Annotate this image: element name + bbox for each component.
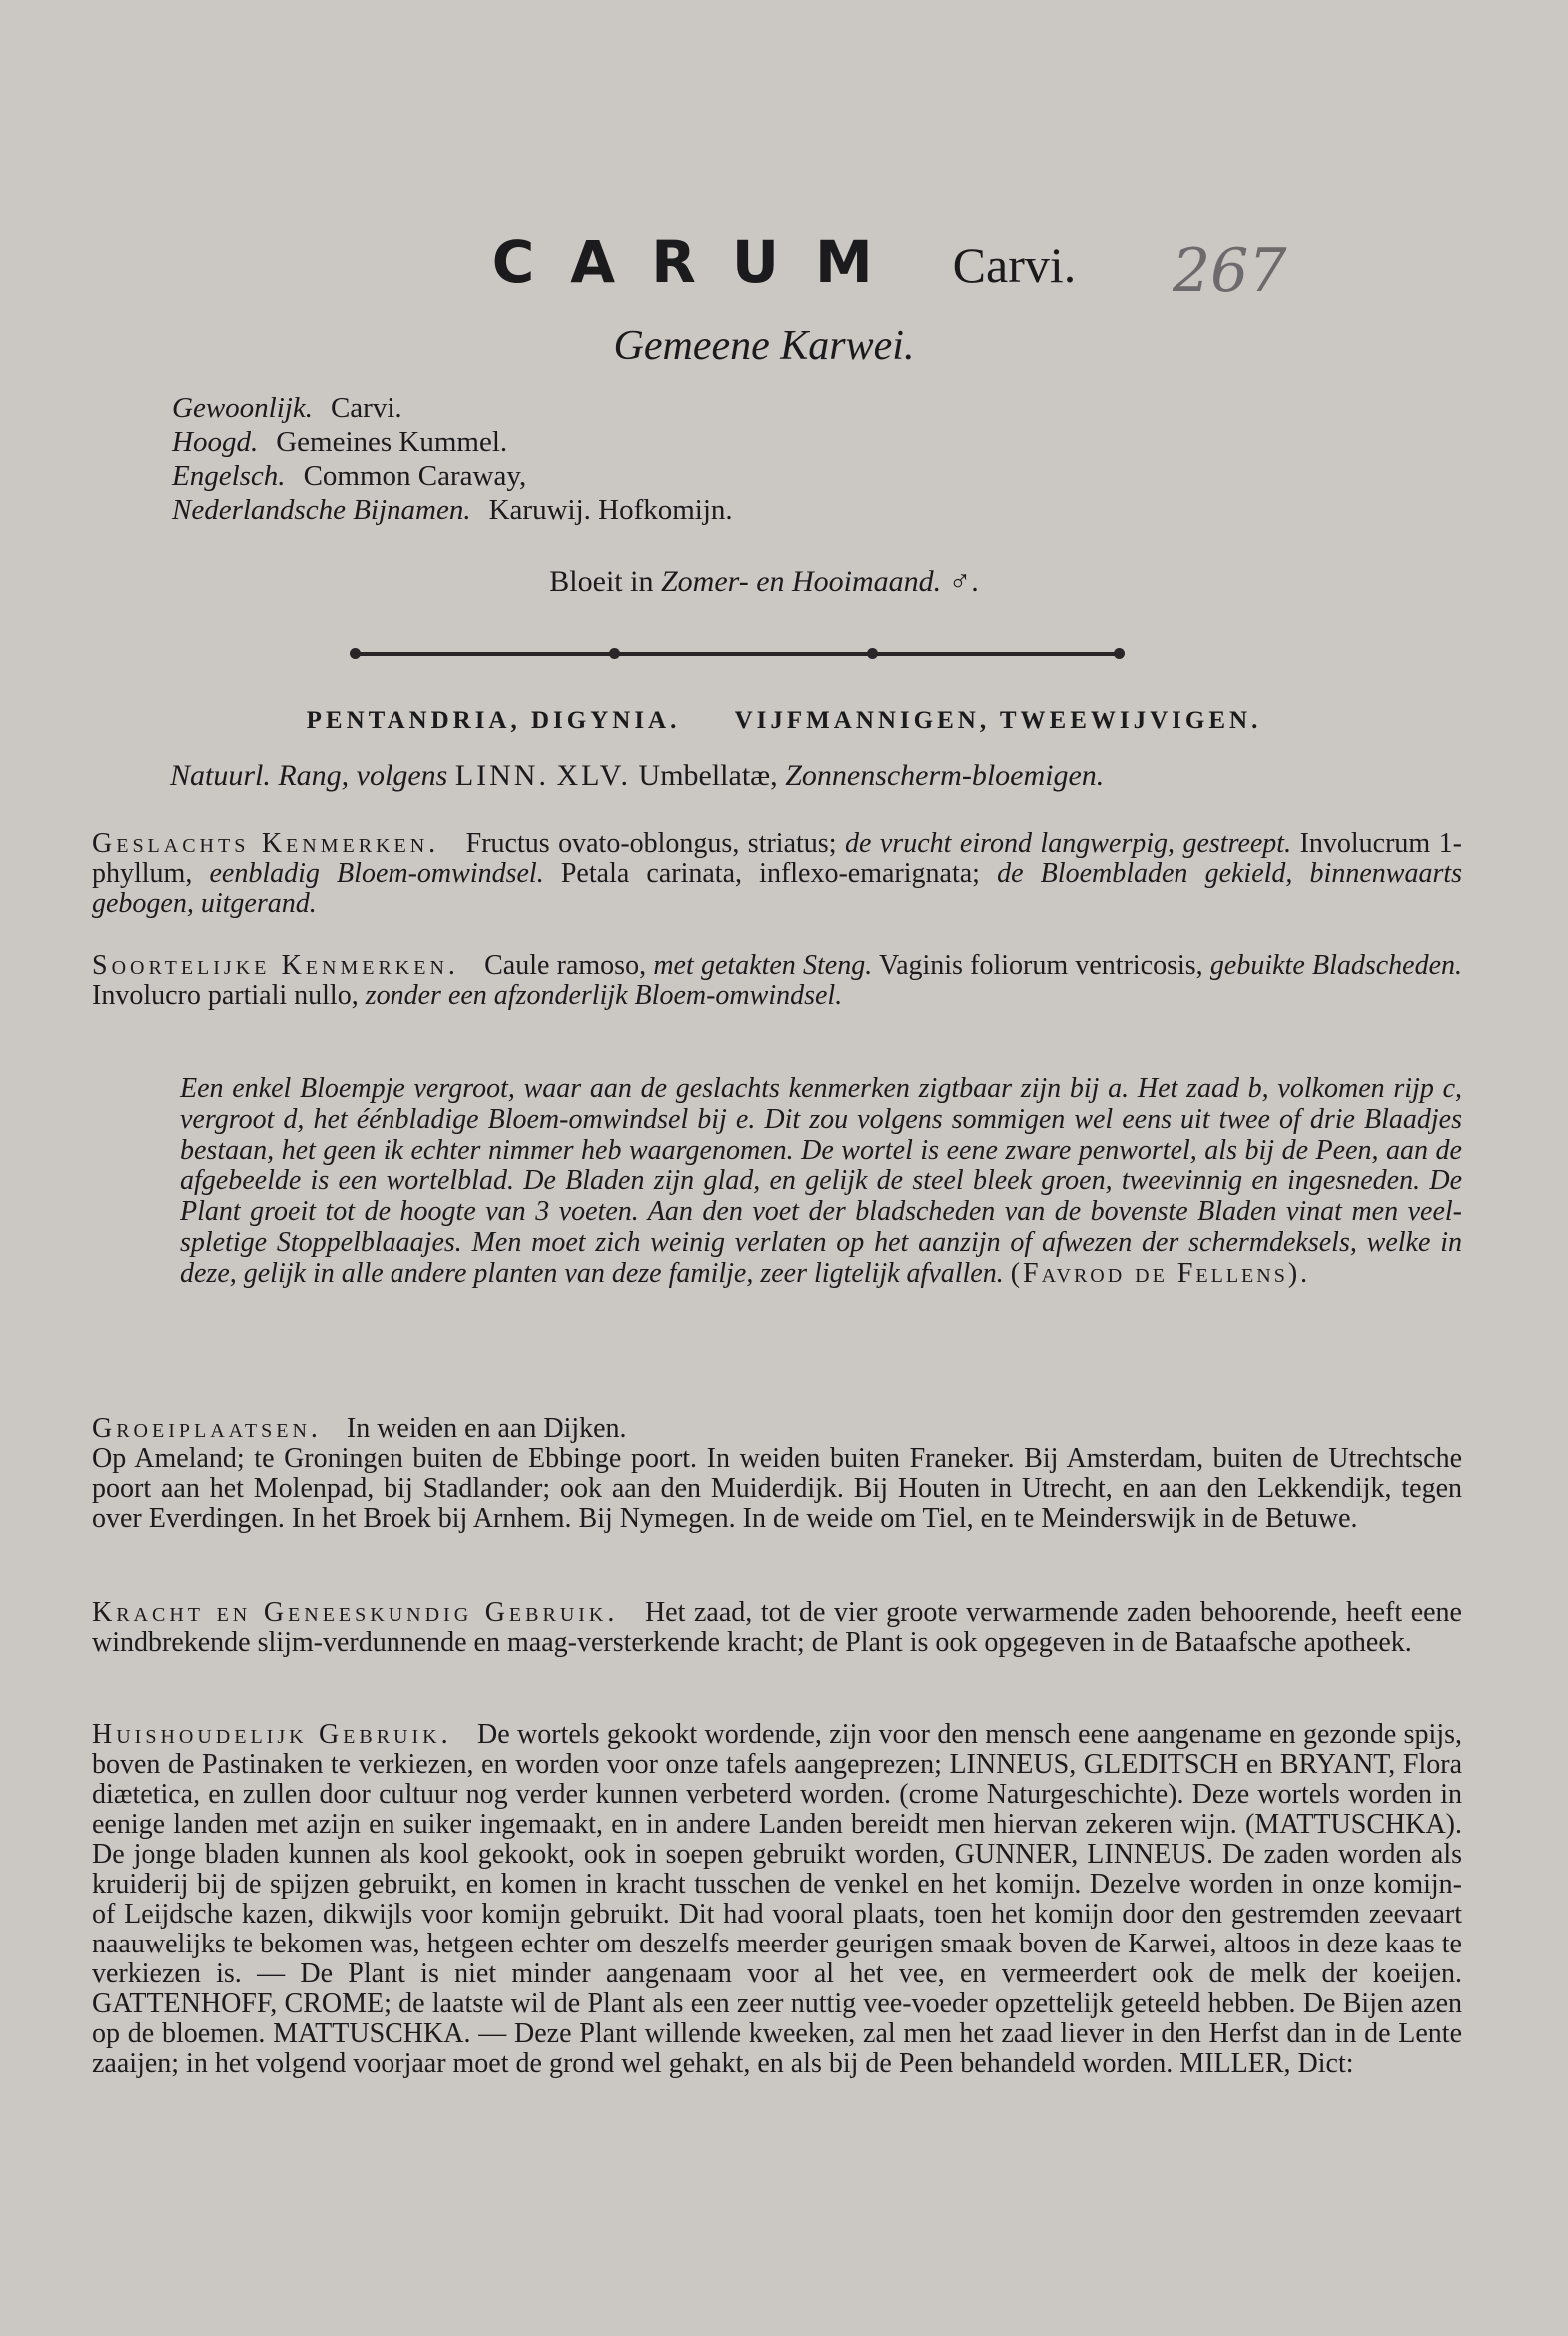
handwritten-number: 267 bbox=[1173, 236, 1287, 306]
vernacular-names bbox=[172, 391, 733, 527]
name-row: Engelsch. Common Caraway, bbox=[172, 460, 527, 492]
plant-description: Een enkel Bloempje vergroot, waar aan de geslachts kenmerken zigtbaar zijn bij a. Het zaad b, volkomen rijp c, vergroot d, het éénbladige Bloem-omwindsel bij e. Dit zou volgens sommigen wel eens uit twee of drie Blaadjes bestaan, het geen ik echter nimmer heb waargenomen. De wortel is eene zware penwortel, als bij de Peen, aan de afgebeelde is een wortelblad. De Bladen zijn glad, en gelijk de steel bleek groen, tweevinnig en ingesneden. De Plant groeit tot de hoogte van 3 voeten. Aan den voet der bladscheden van de bovenste Bladen vinat men veel-spletige Stoppelblaaajes. Men moet zich weinig verlaten op het aanzijn of afwezen der schermdeksels, welke in deze, gelijk in alle andere planten van deze familje, zeer ligtelijk afvallen. (Favrod de Fellens). bbox=[180, 1073, 1462, 1289]
growing-places: Groeiplaatsen. In weiden en aan Dijken. Op Ameland; te Groningen buiten de Ebbinge poort. In weiden buiten Franeker. Bij Amsterdam, buiten de Utrechtsche poort aan het Molenpad, bij Stadlander; ook aan den Muiderdijk. Bij Houten in Utrecht, en aan den Lekkendijk, tegen over Everdingen. In het Broek bij Arnhem. Bij Nymegen. In de weide om Tiel, en te Meinderswijk in de Betuwe. bbox=[92, 1413, 1462, 1534]
genus-title: CARUM bbox=[491, 228, 909, 296]
rule-dot bbox=[1114, 648, 1125, 659]
name-row: Hoogd. Gemeines Kummel. bbox=[172, 426, 508, 458]
name-row: Gewoonlijk. Carvi. bbox=[172, 392, 402, 424]
species-title: Carvi. bbox=[952, 237, 1077, 293]
subtitle: Gemeene Karwei. bbox=[613, 323, 915, 369]
rule-bar bbox=[356, 652, 1119, 656]
medicinal-use: Kracht en Geneeskundig Gebruik. Het zaad, tot de vier groote verwarmende zaden behoorende, heeft eene windbrekende slijm-verdunnende en maag-versterkende kracht; de Plant is ook opgegeven in de Bataafsche apotheek. bbox=[92, 1597, 1462, 1658]
natural-rank: Natuurl. Rang, volgens LINN. XLV. Umbellatæ, Zonnenscherm-bloemigen. bbox=[170, 759, 1105, 792]
species-characteristics: Soortelijke Kenmerken. Caule ramoso, met getakten Steng. Vaginis foliorum ventricosis, gebuikte Bladscheden. Involucro partiali nullo, zonder een afzonderlijk Bloem-omwindsel. bbox=[92, 950, 1463, 1011]
ornamental-rule bbox=[350, 647, 1125, 661]
male-symbol-icon: ♂. bbox=[948, 565, 979, 598]
title-row bbox=[0, 228, 1568, 296]
classification-line: PENTANDRIA, DIGYNIA. VIJFMANNIGEN, TWEEWIJVIGEN. bbox=[306, 707, 1262, 734]
rule-dot bbox=[867, 648, 878, 659]
bloom-line: Bloeit in Zomer- en Hooimaand. ♂. bbox=[549, 565, 979, 598]
rule-dot bbox=[609, 648, 620, 659]
description-credit: (Favrod de Fellens). bbox=[1010, 1258, 1311, 1289]
name-row: Nederlandsche Bijnamen. Karuwij. Hofkomijn. bbox=[172, 494, 733, 526]
household-use: Huishoudelijk Gebruik. De wortels gekookt wordende, zijn voor den mensch eene aangename en gezonde spijs, boven de Pastinaken te verkiezen, en worden voor onze tafels aangeprezen; LINNEUS, GLEDITSCH en BRYANT, Flora diætetica, en zullen door cultuur nog verder kunnen verbeterd worden. (crome Naturgeschichte). Deze wortels worden in eenige landen met azijn en suiker ingemaakt, en in andere Landen bereidt men hiervan zekeren wijn. (MATTUSCHKA). De jonge bladen kunnen als kool gekookt, ook in soepen gebruikt worden, GUNNER, LINNEUS. De zaden worden als kruiderij bij de spijzen gebruikt, en komen in kracht tusschen de venkel en het komijn. Dezelve worden in onze komijn- of Leijdsche kazen, dikwijls voor komijn gebruikt. Dit had vooral plaats, toen het komijn door den gestremden zeevaart naauwelijks te bekomen was, hetgeen echter om deszelfs meerder geurigen smaak boven de Karwei, altoos in deze kaas te verkiezen is. — De Plant is niet minder aangenaam voor al het vee, en vermeerdert ook de melk der koeijen. GATTENHOFF, CROME; de laatste wil de Plant als een zeer nuttig vee-voeder opzettelijk geteeld hebben. De Bijen azen op de bloemen. MATTUSCHKA. — Deze Plant willende kweeken, zal men het zaad liever in den Herfst dan in de Lente zaaijen; in het volgend voorjaar moet de grond wel gehakt, en als bij de Peen behandeld worden. MILLER, Dict: bbox=[92, 1719, 1463, 2079]
genus-characteristics: Geslachts Kenmerken. Fructus ovato-oblongus, striatus; de vrucht eirond langwerpig, gestreept. Involucrum 1-phyllum, eenbladig Bloem-omwindsel. Petala carinata, inflexo-emarignata; de Bloembladen gekield, binnenwaarts gebogen, uitgerand. bbox=[92, 828, 1463, 919]
rule-dot bbox=[350, 648, 361, 659]
